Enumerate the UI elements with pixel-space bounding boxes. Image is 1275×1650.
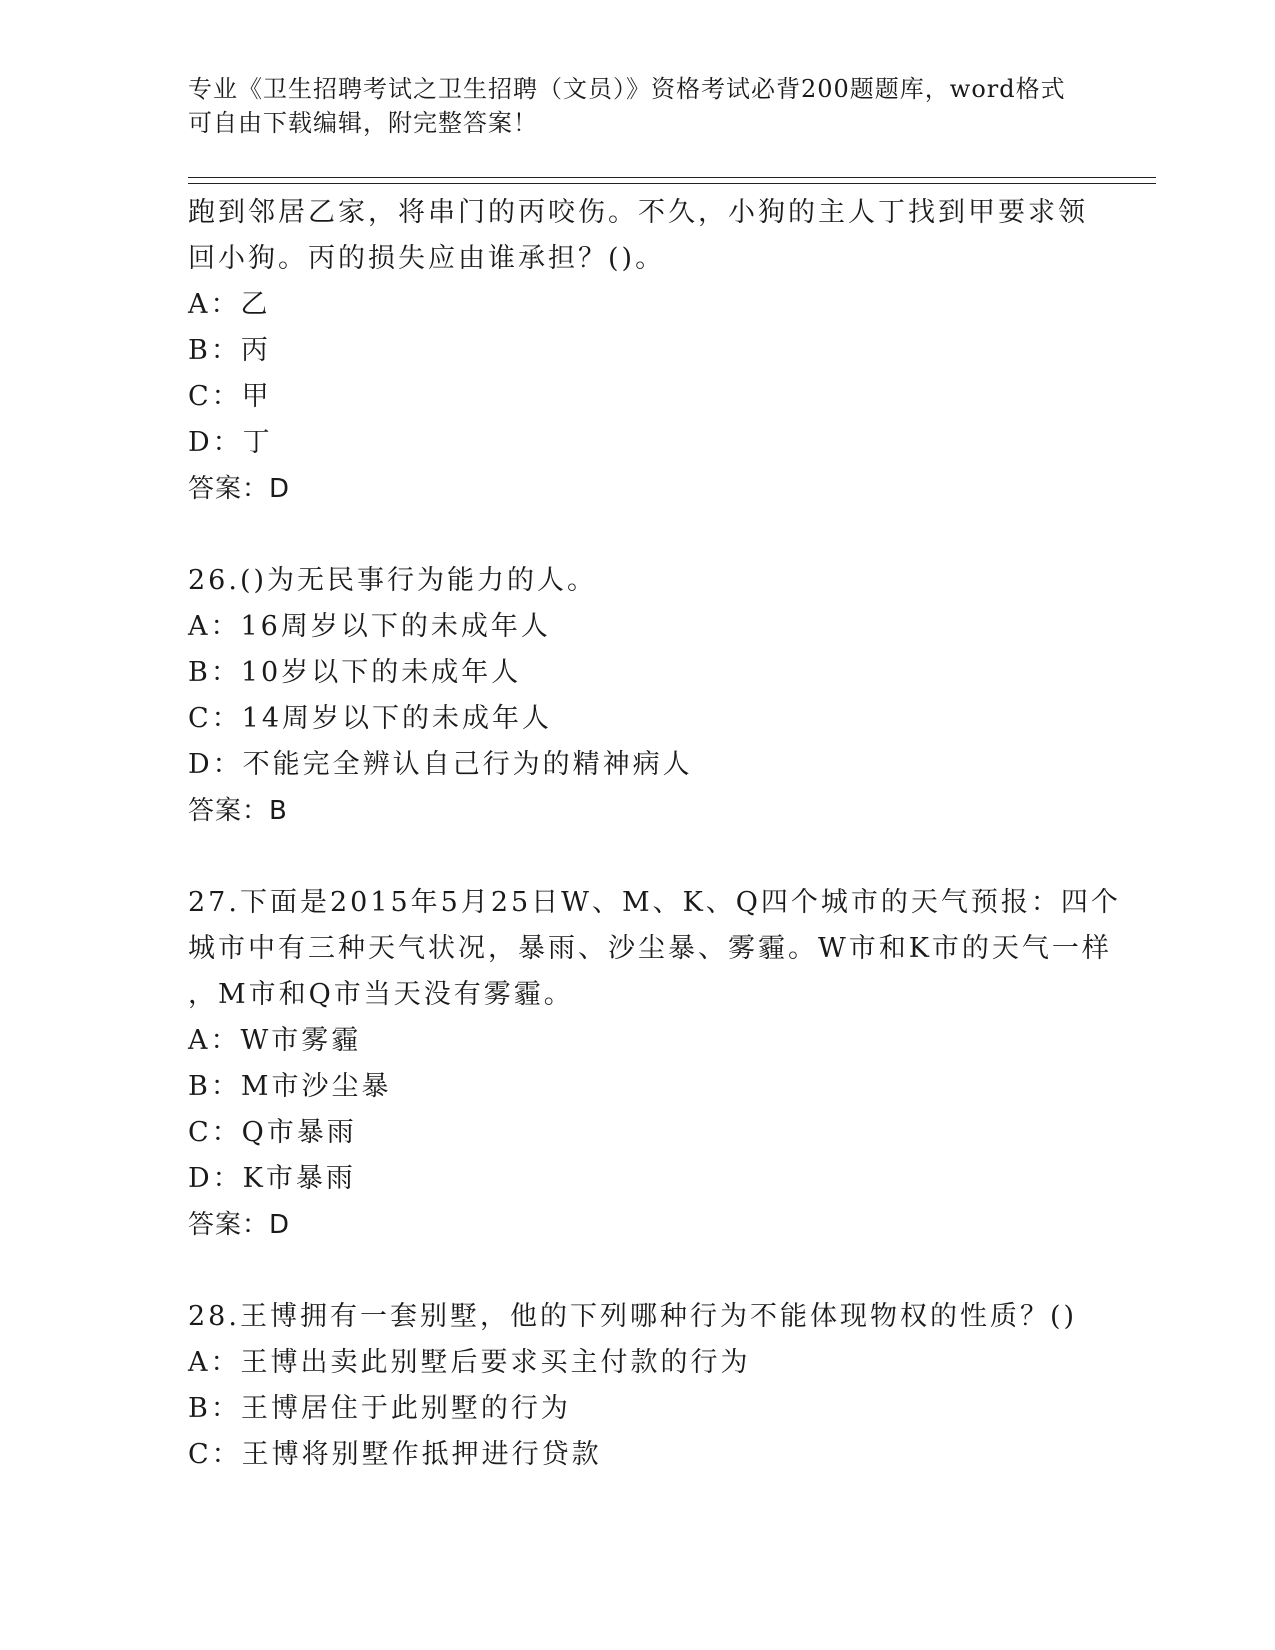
option-a: A：W市雾霾 (188, 1025, 362, 1056)
answer-key: 答案：B (188, 796, 288, 826)
header-divider-top (188, 177, 1156, 178)
option-c: C：王博将别墅作抵押进行贷款 (188, 1439, 602, 1470)
document-header (188, 72, 1088, 140)
question-25 (188, 190, 1088, 512)
option-d: D：K市暴雨 (188, 1163, 356, 1194)
option-a: A：16周岁以下的未成年人 (188, 611, 551, 642)
question-stem: 26.()为无民事行为能力的人。 (188, 565, 598, 596)
question-stem: 28.王博拥有一套别墅，他的下列哪种行为不能体现物权的性质？() (188, 1301, 1078, 1332)
header-title-line-2: 可自由下载编辑，附完整答案！ (188, 109, 538, 137)
question-spacer (188, 1248, 1088, 1294)
question-stem: 27.下面是2015年5月25日W、M、K、Q四个城市的天气预报：四个 (188, 887, 1121, 918)
option-b: B：M市沙尘暴 (188, 1071, 392, 1102)
option-c: C：Q市暴雨 (188, 1117, 357, 1148)
question-26 (188, 558, 1088, 834)
header-title-line-1: 专业《卫生招聘考试之卫生招聘（文员）》资格考试必背200题题库，word格式 (188, 75, 1066, 103)
question-stem: 回小狗。丙的损失应由谁承担？()。 (188, 243, 666, 274)
question-spacer (188, 512, 1088, 558)
question-stem: 跑到邻居乙家，将串门的丙咬伤。不久，小狗的主人丁找到甲要求领 (188, 197, 1088, 228)
question-stem: 城市中有三种天气状况，暴雨、沙尘暴、雾霾。W市和K市的天气一样 (188, 933, 1112, 964)
question-spacer (188, 834, 1088, 880)
option-a: A：王博出卖此别墅后要求买主付款的行为 (188, 1347, 751, 1378)
answer-key: 答案：D (188, 474, 291, 504)
option-b: B：王博居住于此别墅的行为 (188, 1393, 571, 1424)
option-a: A：乙 (188, 289, 271, 320)
option-c: C：14周岁以下的未成年人 (188, 703, 553, 734)
question-list (188, 190, 1121, 1478)
option-b: B：丙 (188, 335, 271, 366)
option-c: C：甲 (188, 381, 272, 412)
option-d: D：不能完全辨认自己行为的精神病人 (188, 749, 693, 780)
question-28 (188, 1294, 1088, 1478)
answer-key: 答案：D (188, 1210, 291, 1240)
question-27 (188, 880, 1121, 1248)
option-d: D：丁 (188, 427, 273, 458)
option-b: B：10岁以下的未成年人 (188, 657, 522, 688)
header-divider-bottom (188, 183, 1156, 184)
question-stem: ，M市和Q市当天没有雾霾。 (188, 979, 574, 1010)
